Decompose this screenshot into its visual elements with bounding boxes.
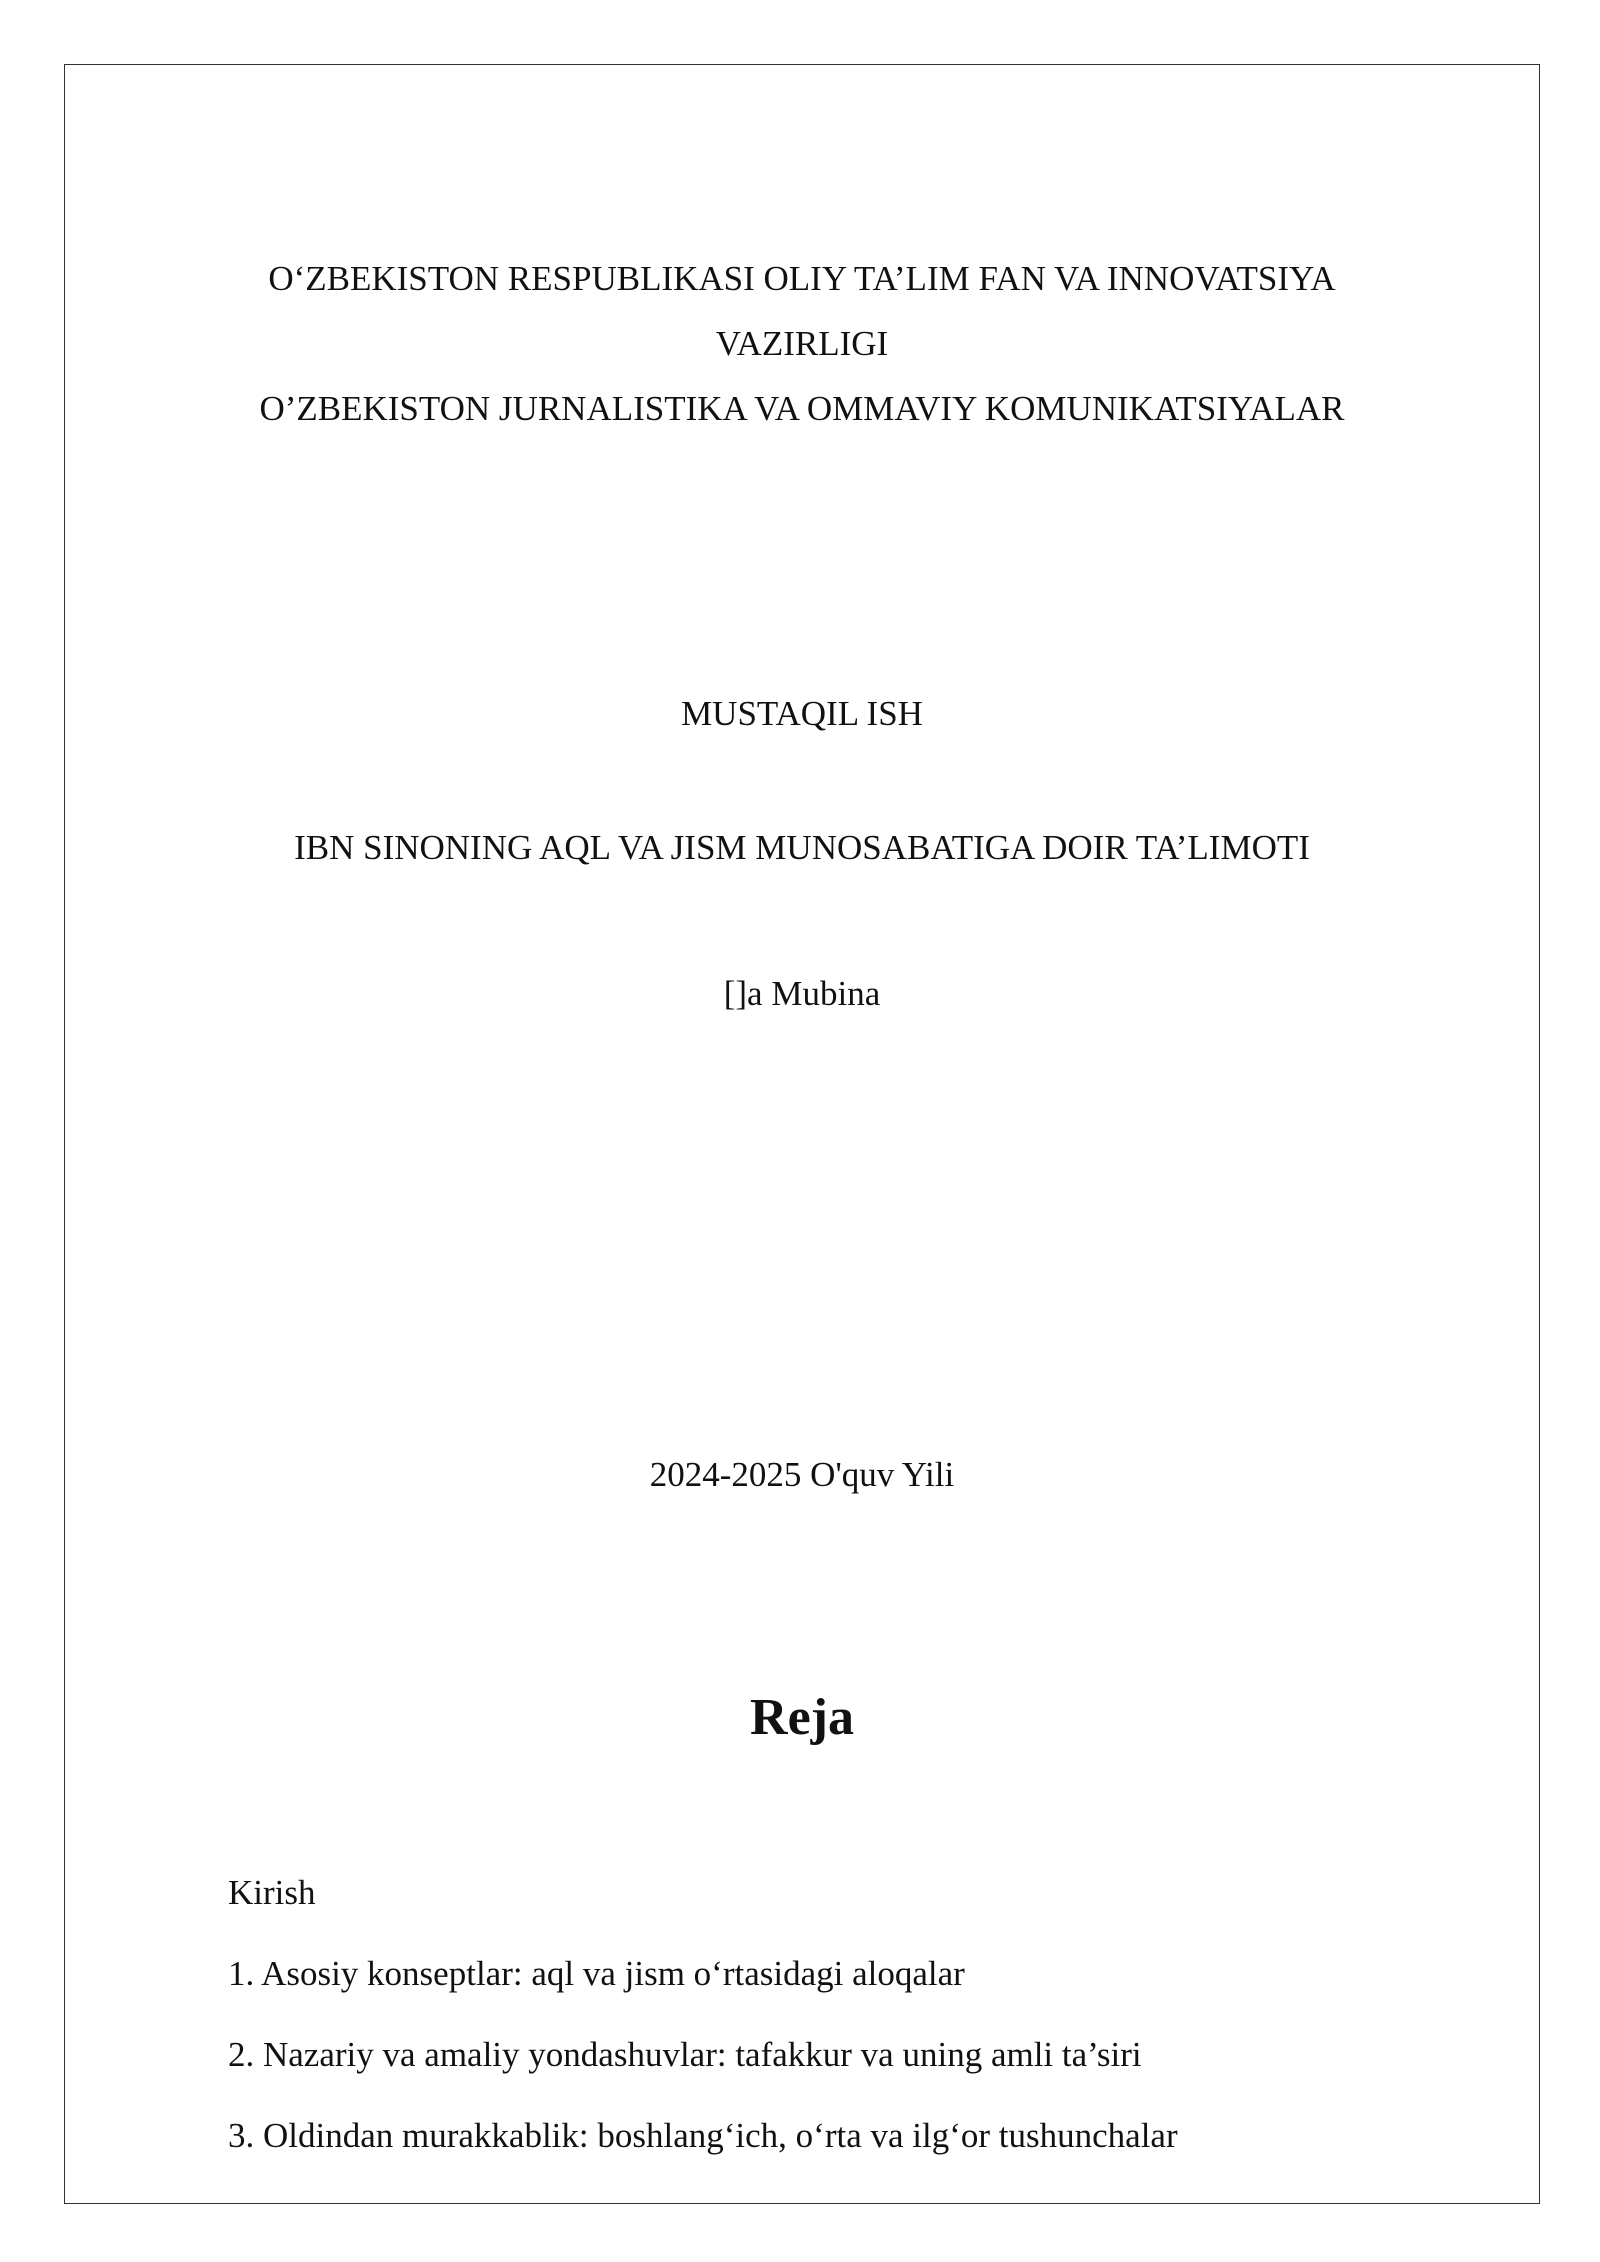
work-title: IBN SINONING AQL VA JISM MUNOSABATIGA DOIR TA’LIMOTI <box>294 828 1310 867</box>
ministry-name-line-1: O‘ZBEKISTON RESPUBLIKASI OLIY TA’LIM FAN VA INNOVATSIYA <box>268 259 1336 298</box>
page-frame <box>64 64 1540 2204</box>
plan-item-intro: Kirish <box>228 1873 316 1912</box>
academic-year: 2024-2025 O'quv Yili <box>649 1455 955 1494</box>
plan-heading: Reja <box>750 1689 854 1746</box>
work-type: MUSTAQIL ISH <box>681 694 923 733</box>
ministry-name-line-2: VAZIRLIGI <box>715 324 889 363</box>
plan-item-3: 3. Oldindan murakkablik: boshlang‘ich, o‘rta va ilg‘or tushunchalar <box>228 2116 1178 2155</box>
university-name: O’ZBEKISTON JURNALISTIKA VA OMMAVIY KOMUNIKATSIYALAR <box>259 389 1345 428</box>
author-name: []a Mubina <box>723 974 881 1013</box>
plan-item-2: 2. Nazariy va amaliy yondashuvlar: tafakkur va uning amli ta’siri <box>228 2035 1142 2074</box>
plan-list <box>228 1871 1178 2195</box>
plan-item-1: 1. Asosiy konseptlar: aql va jism o‘rtasidagi aloqalar <box>228 1954 965 1993</box>
